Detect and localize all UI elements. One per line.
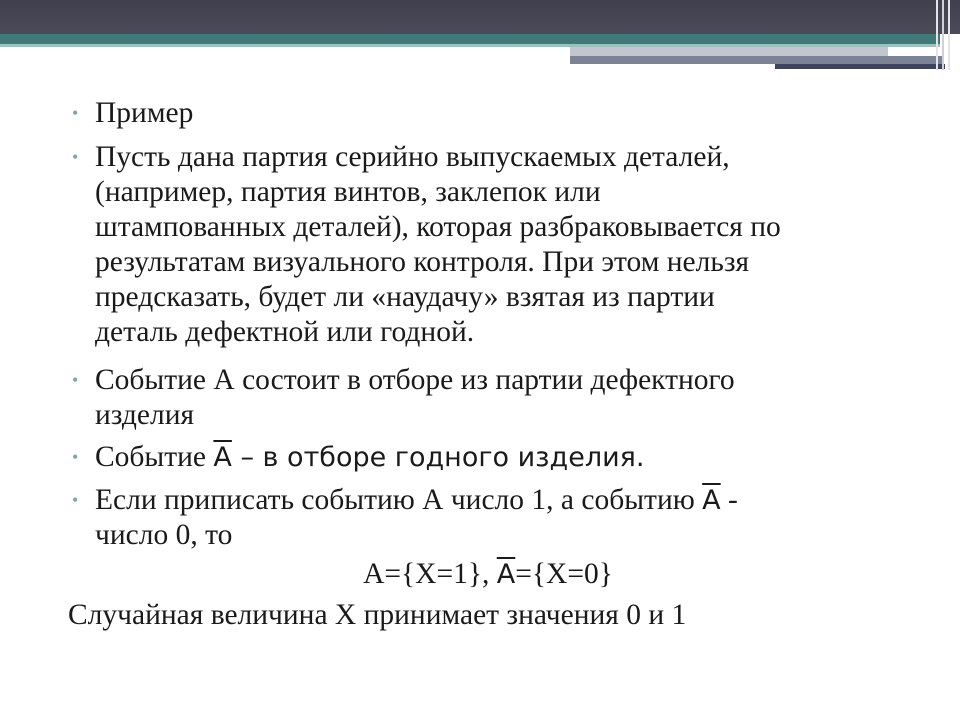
formula-part-1: A={X=1}, <box>363 558 497 590</box>
text-line: Событие А состоит в отборе из партии дефектного <box>95 364 735 396</box>
text-suffix: – в отборе годного изделия. <box>231 442 645 473</box>
bullet-event-a-defective <box>95 363 915 433</box>
formula-part-2: ={X=0} <box>515 558 613 590</box>
bullet-dot: • <box>72 103 79 123</box>
conclusion-line: Случайная величина Х принимает значения 0 и 1 <box>68 599 687 631</box>
bullet-example-title <box>95 96 915 131</box>
header-dark-band <box>0 0 960 34</box>
event-complement-symbol: $\overline{A}$ <box>213 442 232 473</box>
event-complement-symbol: $\overline{A}$ <box>702 485 721 516</box>
text-line: число 0, то <box>95 519 233 551</box>
text-prefix: Если приписать событию А число 1, а событию <box>95 484 703 516</box>
text-line: изделия <box>95 399 195 431</box>
header-grey-bar <box>570 47 888 56</box>
text-line: Пусть дана партия серийно выпускаемых деталей, <box>95 141 730 173</box>
header-vertical-line-inner <box>942 0 944 70</box>
formula-line <box>0 557 960 592</box>
bullet-dot: • <box>72 447 79 467</box>
bullet-dot: • <box>72 147 79 167</box>
bullet-dot: • <box>72 370 79 390</box>
bullet-event-not-a-good <box>95 440 915 475</box>
bullet-text: Пример <box>95 97 194 129</box>
header-teal-band <box>0 34 940 44</box>
text-suffix: - <box>720 484 738 516</box>
bullet-dot: • <box>72 490 79 510</box>
text-line: (например, партия винтов, заклепок или <box>95 176 601 208</box>
text-line: деталь дефектной или годной. <box>95 316 475 348</box>
bullet-batch-description <box>95 140 915 350</box>
header-navy-bar <box>775 64 945 69</box>
formula-complement-symbol: $\overline{A}$ <box>496 559 516 590</box>
conclusion-text <box>68 598 928 633</box>
text-line: результатам визуального контроля. При этом нельзя <box>95 246 750 278</box>
bullet-assign-values <box>95 483 915 553</box>
text-line: предсказать, будет ли «наудачу» взятая из партии <box>95 281 715 313</box>
text-line: штампованных деталей), которая разбраковывается по <box>95 211 781 243</box>
header-slate-bar <box>570 56 942 64</box>
text-prefix: Событие <box>95 441 214 473</box>
